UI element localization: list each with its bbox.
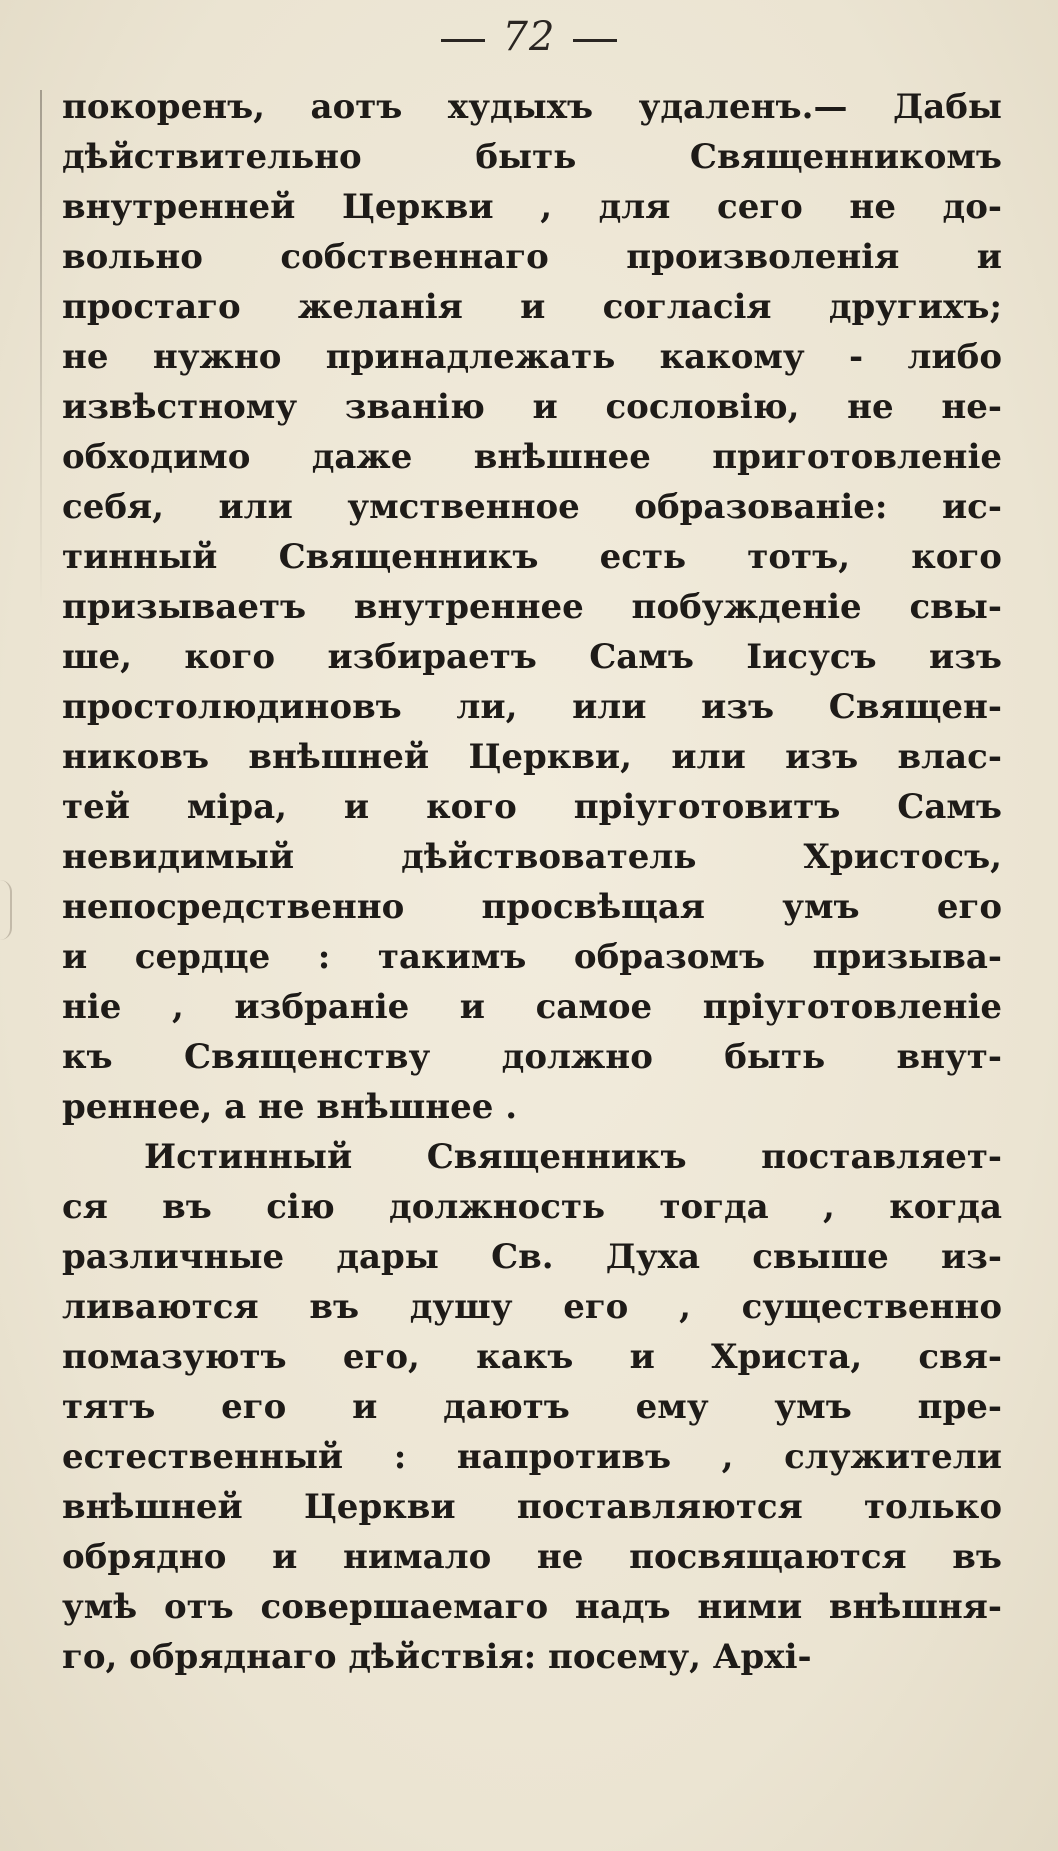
text-line: и сердце : такимъ образомъ призыва- <box>62 937 1002 977</box>
text-line: извѣстному званію и сословію, не не- <box>62 387 1002 427</box>
text-line: непосредственно просвѣщая умъ его <box>62 887 1002 927</box>
text-line: обрядно и нимало не посвящаются въ <box>62 1537 1002 1577</box>
text-line: различные дары Св. Духа свыше из- <box>62 1237 1002 1277</box>
text-line: невидимый дѣйствователь Христосъ, <box>62 837 1002 877</box>
text-line: ше, кого избираетъ Самъ Іисусъ изъ <box>62 637 1002 677</box>
text-line: покоренъ, аотъ худыхъ удаленъ.— Дабы <box>62 87 1002 127</box>
text-line: призываетъ внутреннее побужденіе свы- <box>62 587 1002 627</box>
header-dash-right <box>573 39 617 42</box>
text-line: простолюдиновъ ли, или изъ Священ- <box>62 687 1002 727</box>
page-header <box>0 14 1058 60</box>
page-number: 72 <box>502 14 556 60</box>
text-line: умѣ отъ совершаемаго надъ ними внѣшня- <box>62 1587 1002 1627</box>
text-line: себя, или умственное образованіе: ис- <box>62 487 1002 527</box>
page-body-text <box>62 82 1002 1682</box>
text-line: реннее, а не внѣшнее . <box>62 1087 518 1127</box>
text-line: тинный Священникъ есть тотъ, кого <box>62 537 1002 577</box>
text-line: помазуютъ его, какъ и Христа, свя- <box>62 1337 1002 1377</box>
text-line: ся въ сію должность тогда , когда <box>62 1187 1002 1227</box>
margin-pencil-mark <box>40 90 42 610</box>
text-line: Истинный Священникъ поставляет- <box>144 1137 1002 1177</box>
page-edge-mark <box>0 880 12 940</box>
text-line: вольно собственнаго произволенія и <box>62 237 1002 277</box>
text-line: внутренней Церкви , для сего не до- <box>62 187 1002 227</box>
text-line: тей міра, и кого пріуготовитъ Самъ <box>62 787 1002 827</box>
text-line: ніе , избраніе и самое пріуготовленіе <box>62 987 1002 1027</box>
text-line: го, обряднаго дѣйствія: посему, Архі- <box>62 1637 812 1677</box>
text-line: обходимо даже внѣшнее приготовленіе <box>62 437 1002 477</box>
text-line: къ Священству должно быть внут- <box>62 1037 1002 1077</box>
text-line: ливаются въ душу его , существенно <box>62 1287 1002 1327</box>
text-line: тятъ его и даютъ ему умъ пре- <box>62 1387 1002 1427</box>
text-line: не нужно принадлежать какому - либо <box>62 337 1002 377</box>
text-line: простаго желанія и согласія другихъ; <box>62 287 1002 327</box>
header-dash-left <box>441 39 485 42</box>
text-line: дѣйствительно быть Священникомъ <box>62 137 1002 177</box>
text-line: внѣшней Церкви поставляются только <box>62 1487 1002 1527</box>
text-line: никовъ внѣшней Церкви, или изъ влас- <box>62 737 1002 777</box>
text-line: естественный : напротивъ , служители <box>62 1437 1002 1477</box>
